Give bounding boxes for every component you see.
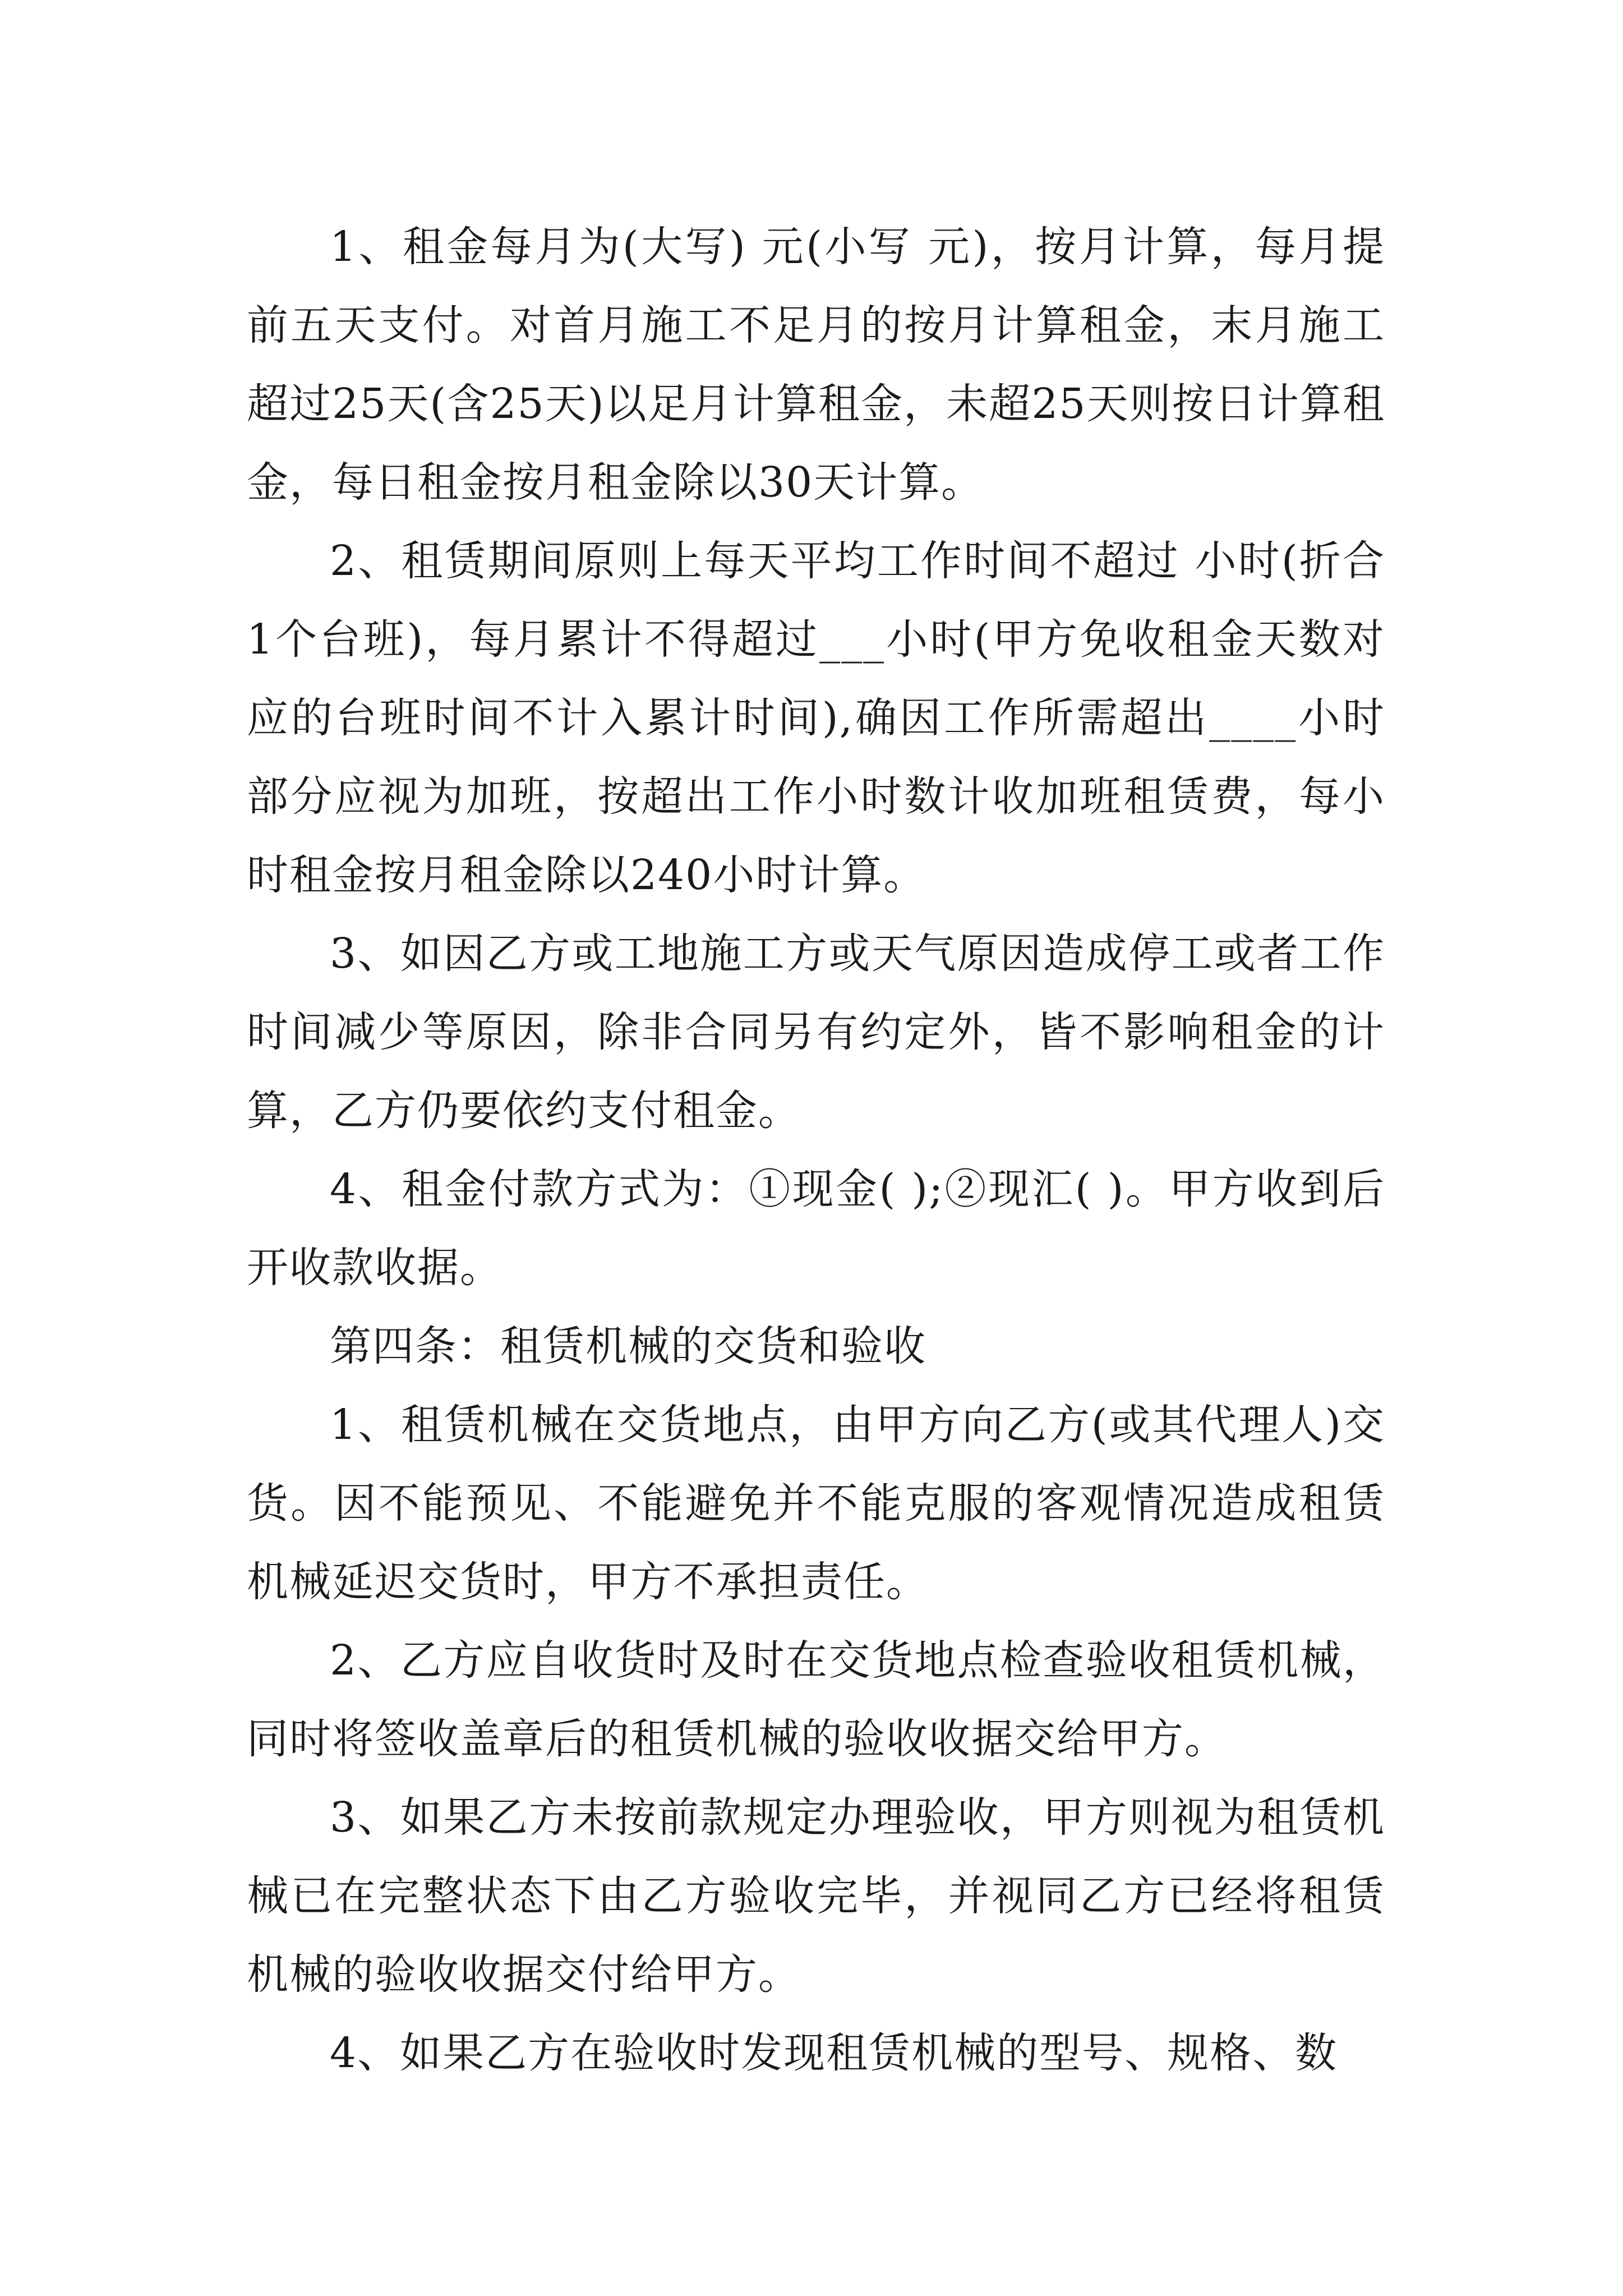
paragraph-working-hours: 2、租赁期间原则上每天平均工作时间不超过 小时(折合1个台班)，每月累计不得超过___小时(甲方免收租金天数对应的台班时间不计入累计时间),确因工作所需超出____小时部分应视为加班，按超出工作小时数计收加班租赁费，每小时租金按月租金除以240小时计算。 xyxy=(247,537,1385,899)
paragraph-delivery: 1、租赁机械在交货地点，由甲方向乙方(或其代理人)交货。因不能预见、不能避免并不能克服的客观情况造成租赁机械延迟交货时，甲方不承担责任。 xyxy=(247,1401,1385,1606)
paragraph-rent-amount: 1、租金每月为(大写) 元(小写 元)，按月计算，每月提前五天支付。对首月施工不足月的按月计算租金，末月施工超过25天(含25天)以足月计算租金，未超25天则按日计算租金，每日租金按月租金除以30天计算。 xyxy=(247,223,1385,507)
document-body xyxy=(247,208,1385,2092)
paragraph-discrepancy: 4、如果乙方在验收时发现租赁机械的型号、规格、数 xyxy=(330,2029,1338,2077)
paragraph-stoppage: 3、如因乙方或工地施工方或天气原因造成停工或者工作时间减少等原因，除非合同另有约定外，皆不影响租金的计算，乙方仍要依约支付租金。 xyxy=(247,930,1385,1135)
section-heading-article-4: 第四条：租赁机械的交货和验收 xyxy=(330,1322,926,1370)
paragraph-payment-method: 4、租金付款方式为：①现金( );②现汇( )。甲方收到后开收款收据。 xyxy=(247,1165,1385,1292)
paragraph-inspection: 2、乙方应自收货时及时在交货地点检查验收租赁机械，同时将签收盖章后的租赁机械的验收收据交给甲方。 xyxy=(247,1636,1385,1763)
paragraph-deemed-acceptance: 3、如果乙方未按前款规定办理验收，甲方则视为租赁机械已在完整状态下由乙方验收完毕，并视同乙方已经将租赁机械的验收收据交付给甲方。 xyxy=(247,1793,1385,1999)
